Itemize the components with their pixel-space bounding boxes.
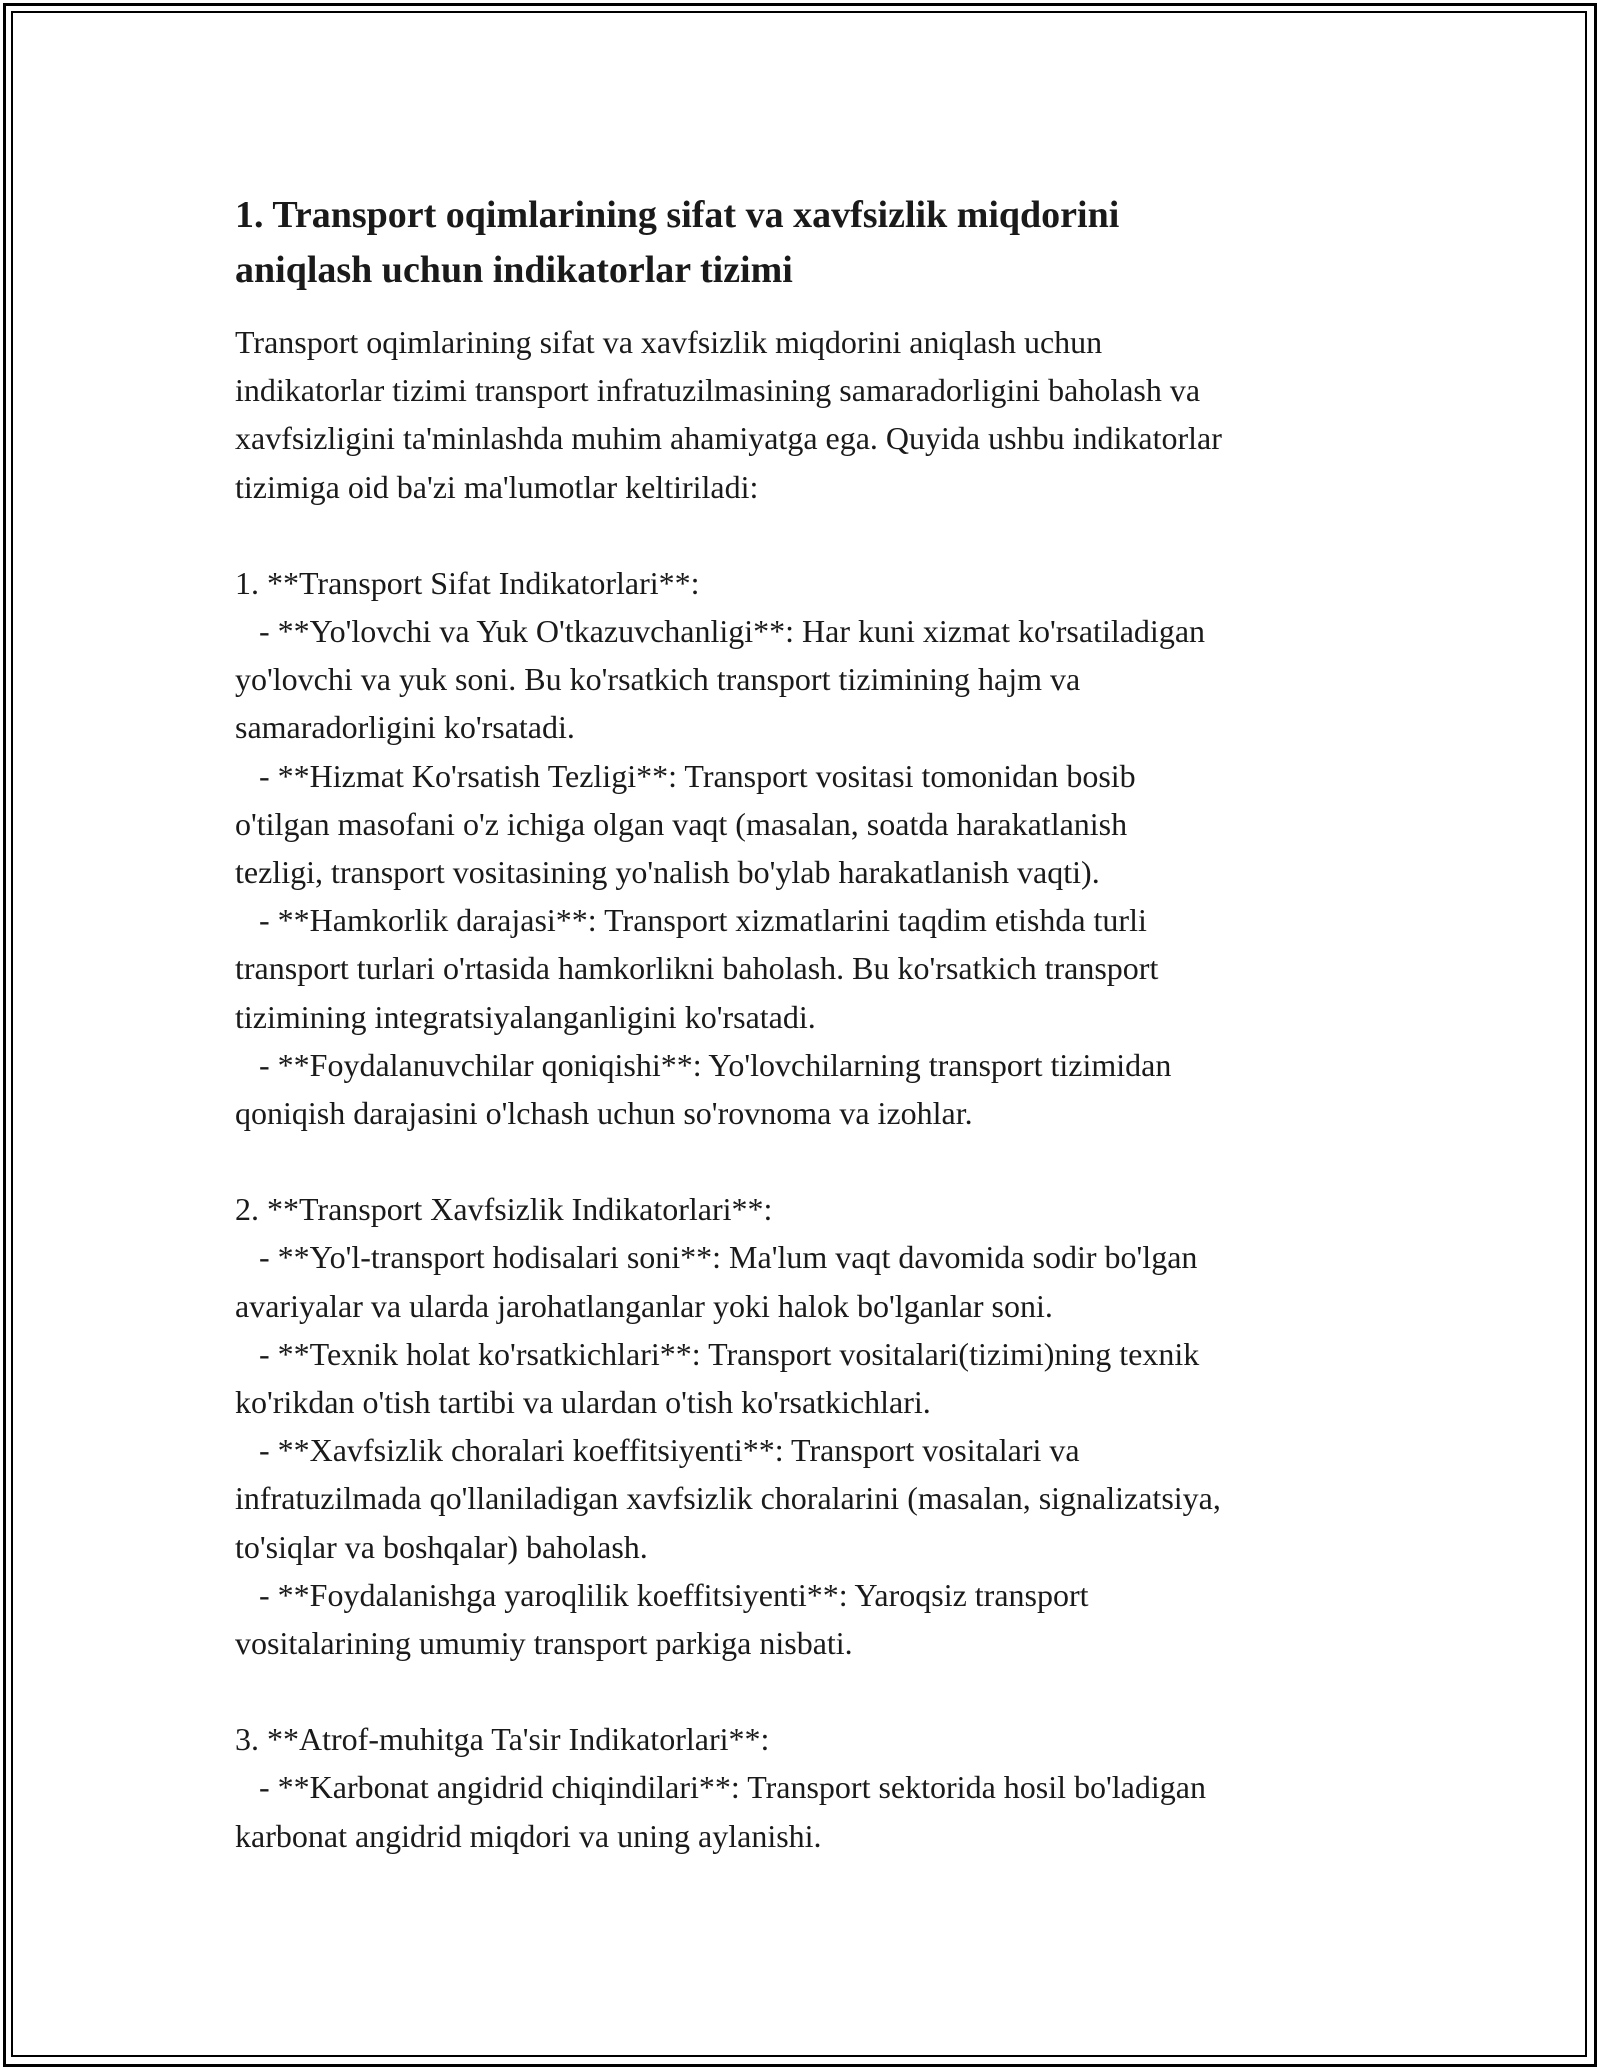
quality-indicators-section: 1. **Transport Sifat Indikatorlari**: - **Yo'lovchi va Yuk O'tkazuvchanligi**: Har kuni xizmat ko'rsatiladigan yo'lovchi va yuk soni. Bu ko'rsatkich transport tizimining hajm va samaradorligini ko'rsatadi. - **Hizmat Ko'rsatish Tezligi**: Transport vositasi tomonidan bosib o'tilgan masofani o'z ichiga olgan vaqt (masalan, soatda harakatlanish tezligi, transport vositasining yo'nalish bo'ylab harakatlanish vaqti). - **Hamkorlik darajasi**: Transport xizmatlarini taqdim etishda turli transport turlari o'rtasida hamkorlikni baholash. Bu ko'rsatkich transport tizimining integratsiyalanganligini ko'rsatadi. - **Foydalanuvchilar qoniqishi**: Yo'lovchilarning transport tizimidan qoniqish darajasini o'lchash uchun so'rovnoma va izohlar. [235, 564, 1206, 1132]
environmental-indicators-section: 3. **Atrof-muhitga Ta'sir Indikatorlari**: - **Karbonat angidrid chiqindilari**: Transport sektorida hosil bo'ladigan karbonat angidrid miqdori va uning aylanishi. [235, 1721, 1206, 1854]
safety-indicators-section: 2. **Transport Xavfsizlik Indikatorlari**: - **Yo'l-transport hodisalari soni**: Ma'lum vaqt davomida sodir bo'lgan avariyalar va ularda jarohatlanganlar yoki halok bo'lganlar soni. - **Texnik holat ko'rsatkichlari**: Transport vositalari(tizimi)ning texnik ko'rikdan o'tish tartibi va ulardan o'tish ko'rsatkichlari. - **Xavfsizlik choralari koeffitsiyenti**: Transport vositalari va infratuzilmada qo'llaniladigan xavfsizlik choralarini (masalan, signalizatsiya, to'siqlar va boshqalar) baholash. - **Foydalanishga yaroqlilik koeffitsiyenti**: Yaroqsiz transport vositalarining umumiy transport parkiga nisbati. [235, 1191, 1221, 1662]
document-body [235, 188, 1395, 1860]
document-title: 1. Transport oqimlarining sifat va xavfsizlik miqdorini aniqlash uchun indikatorlar tizimi [235, 194, 1120, 291]
intro-paragraph: Transport oqimlarining sifat va xavfsizlik miqdorini aniqlash uchun indikatorlar tizimi transport infratuzilmasining samaradorligini baholash va xavfsizligini ta'minlashda muhim ahamiyatga ega. Quyida ushbu indikatorlar tizimiga oid ba'zi ma'lumotlar keltiriladi: [235, 324, 1222, 505]
